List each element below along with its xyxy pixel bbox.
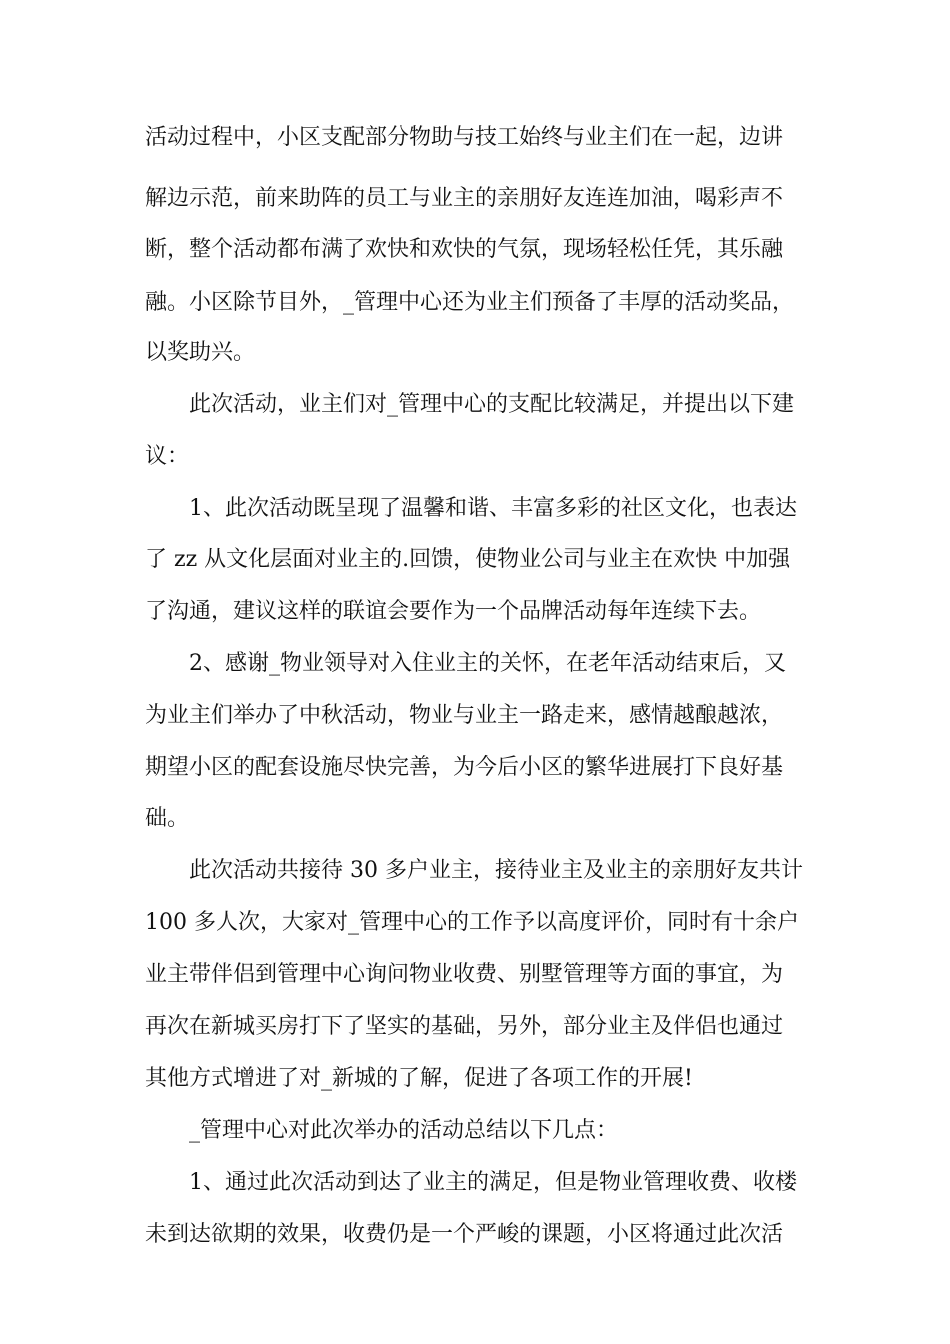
text-line: 未到达欲期的效果，收费仍是一个严峻的课题，小区将通过此次活 bbox=[145, 1222, 784, 1247]
text-line: 了沟通，建议这样的联谊会要作为一个品牌活动每年连续下去。 bbox=[145, 599, 762, 624]
text-line: 业主带伴侣到管理中心询问物业收费、别墅管理等方面的事宜，为 bbox=[145, 962, 784, 987]
text-line: 以奖助兴。 bbox=[145, 340, 256, 365]
text-line: 此次活动共接待 30 多户业主，接待业主及业主的亲朋好友共计 bbox=[145, 858, 803, 883]
text-line: 1、通过此次活动到达了业主的满足，但是物业管理收费、收楼 bbox=[145, 1170, 797, 1195]
text-line: 1、此次活动既呈现了温馨和谐、丰富多彩的社区文化，也表达 bbox=[145, 496, 797, 521]
text-line: 为业主们举办了中秋活动，物业与业主一路走来，感情越酿越浓， bbox=[145, 703, 784, 728]
text-line: 断，整个活动都布满了欢快和欢快的气氛，现场轻松任凭，其乐融 bbox=[145, 237, 784, 262]
text-line: 了 zz 从文化层面对业主的.回馈，使物业公司与业主在欢快 中加强 bbox=[145, 547, 791, 572]
text-line: 2、感谢_物业领导对入住业主的关怀，在老年活动结束后，又 bbox=[145, 651, 786, 676]
text-line: 此次活动，业主们对_管理中心的支配比较满足，并提出以下建 bbox=[145, 392, 795, 417]
text-line: _管理中心对此次举办的活动总结以下几点： bbox=[145, 1118, 619, 1143]
text-line: 解边示范，前来助阵的员工与业主的亲朋好友连连加油，喝彩声不 bbox=[145, 186, 784, 211]
text-line: 议： bbox=[145, 444, 190, 469]
text-line: 活动过程中，小区支配部分物助与技工始终与业主们在一起，边讲 bbox=[145, 125, 784, 150]
text-line: 础。 bbox=[145, 806, 190, 831]
text-line: 100 多人次，大家对_管理中心的工作予以高度评价，同时有十余户 bbox=[145, 910, 799, 935]
text-line: 其他方式增进了对_新城的了解，促进了各项工作的开展! bbox=[145, 1066, 693, 1091]
text-line: 期望小区的配套设施尽快完善，为今后小区的繁华进展打下良好基 bbox=[145, 755, 784, 780]
text-line: 再次在新城买房打下了坚实的基础，另外，部分业主及伴侣也通过 bbox=[145, 1014, 784, 1039]
text-line: 融。小区除节目外，_管理中心还为业主们预备了丰厚的活动奖品， bbox=[145, 290, 795, 315]
